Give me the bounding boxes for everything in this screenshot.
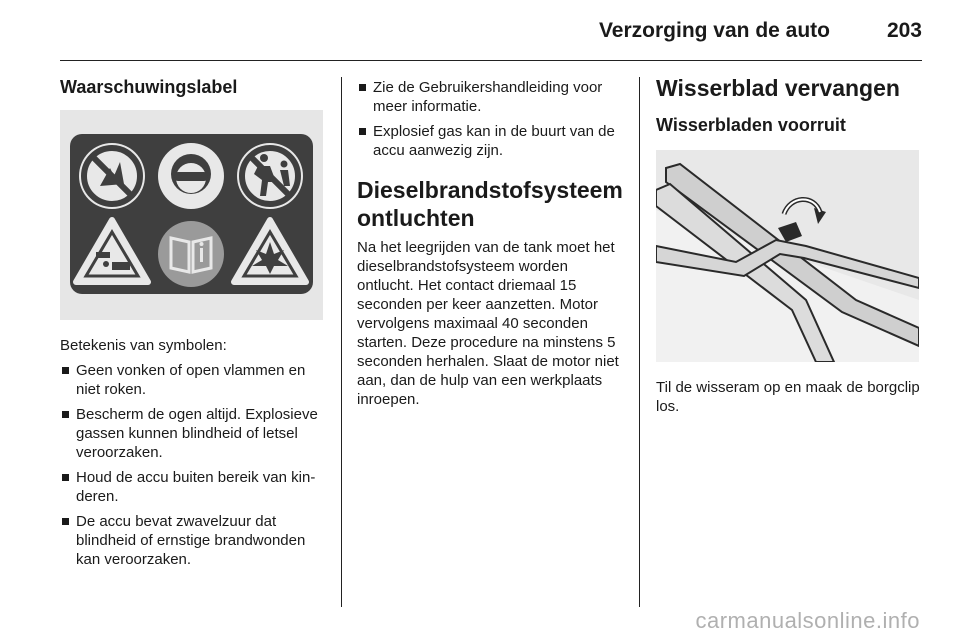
warning-label-image: [60, 110, 323, 320]
warning-label-heading: Waarschuwingslabel: [60, 77, 238, 97]
read-manual-icon: [158, 221, 224, 287]
wiper-heading: Wisserblad vervangen: [656, 75, 900, 101]
no-flames-icon: [79, 143, 145, 209]
column-wiper: [656, 74, 922, 416]
explosion-warning-icon: [234, 220, 306, 282]
list-item: Geen vonken of open vlammen en niet roken.: [60, 361, 326, 399]
diesel-heading: Dieselbrandstofsysteem ontluchten: [357, 177, 623, 231]
header-rule: [60, 60, 922, 61]
header-title: Verzorging van de auto: [598, 19, 830, 42]
no-children-icon: [237, 143, 303, 209]
page-number: 203: [886, 19, 922, 42]
column-divider-1: [341, 77, 342, 607]
column-divider-2: [639, 77, 640, 607]
wiper-caption: Til de wisseram op en maak de borgclip los.: [656, 379, 920, 415]
list-item: Bescherm de ogen altijd. Explosieve gassen kunnen blindheid of letsel veroorzaken.: [60, 405, 326, 462]
column-diesel: [357, 78, 623, 409]
wiper-blade-image: [656, 150, 919, 362]
eye-protection-icon: [158, 143, 224, 209]
column-warning-label: [60, 74, 326, 575]
acid-warning-icon: [76, 220, 148, 282]
symbols-intro: Betekenis van symbolen:: [60, 337, 227, 354]
diesel-body: Na het leegrijden van de tank moet het dieselbrandstofsysteem worden ontlucht. Het contact driemaal 15 seconden per keer aanzetten. Motor vervolgens maximaal 40 seconden starten. Deze procedure na minstens 5 seconden herhalen. Slaat de motor niet aan, dan de hulp van een werkplaats inroepen.: [357, 239, 619, 408]
list-item: Explosief gas kan in de buurt van de accu aanwezig zijn.: [357, 122, 623, 160]
info-list: [357, 78, 623, 160]
list-item: Houd de accu buiten bereik van kinderen.: [60, 468, 326, 506]
wiper-subheading: Wisserbladen voorruit: [656, 115, 846, 135]
symbols-list: [60, 361, 326, 569]
watermark: carmanualsonline.info: [695, 608, 920, 633]
warning-sign-panel: [70, 134, 313, 294]
list-item: Zie de Gebruikershandleiding voor meer informatie.: [357, 78, 623, 116]
list-item: De accu bevat zwavelzuur dat blindheid of ernstige brandwonden kan veroorzaken.: [60, 512, 326, 569]
